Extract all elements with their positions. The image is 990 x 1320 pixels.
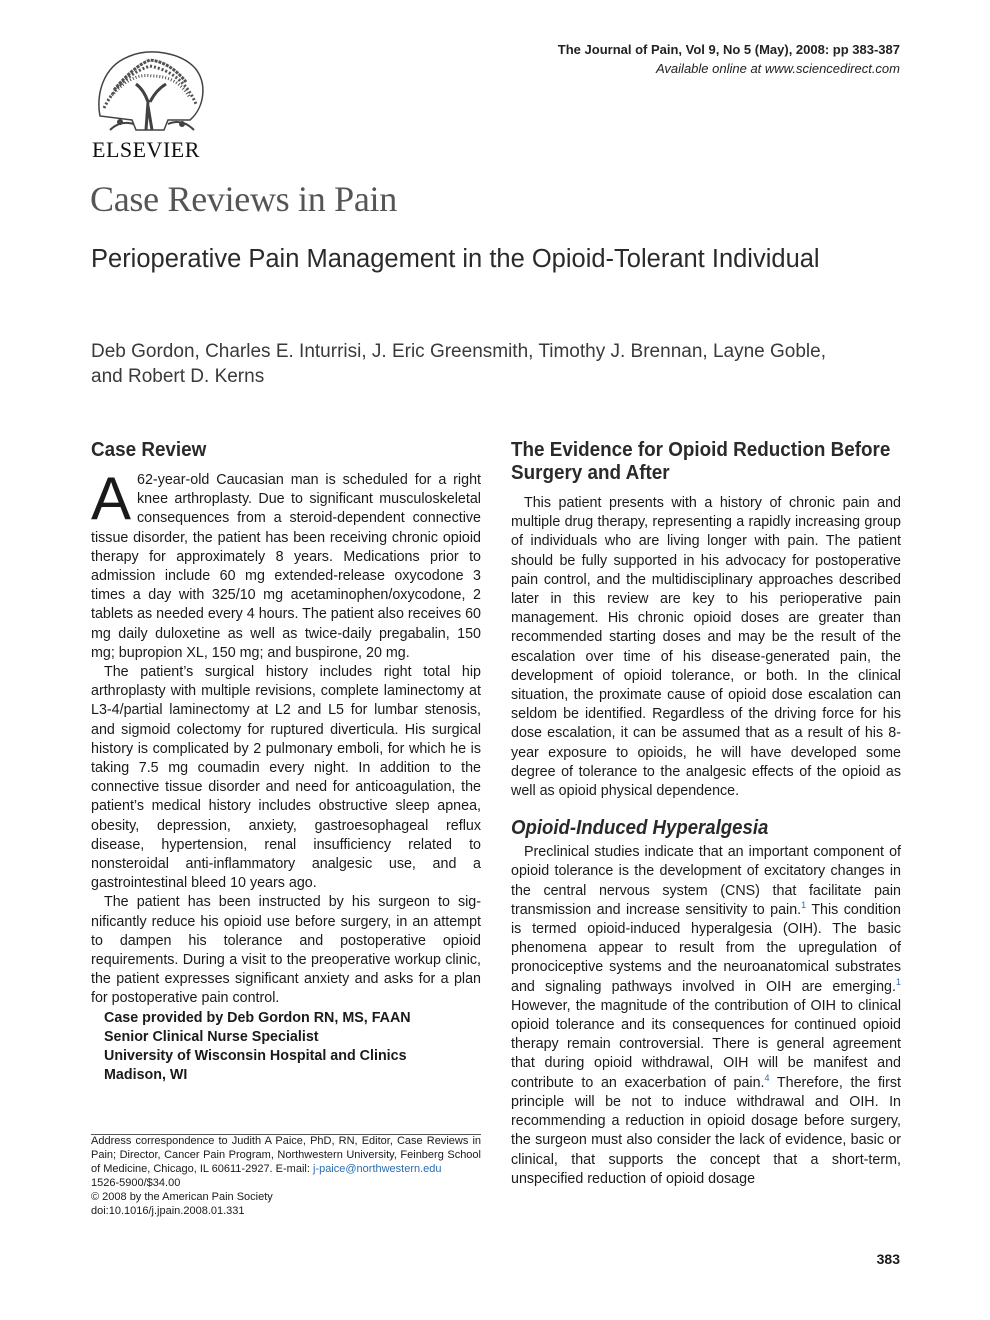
- evidence-paragraph: This patient presents with a history of chronic pain and multiple drug therapy, representing a rapidly increasing group of individuals who are living longer with pain. The patient should be fully supported in his advocacy for postoperative pain control, and the multidisciplinary approaches described later in this review are key to his perioperative pain management. His chronic opioid doses are greater than recommended starting doses and may be the result of the escalation over time of his disease-generated pain, the development of opioid tolerance, or both. In the clinical situation, the proximate cause of opioid dose escalation can seldom be identified. Regardless of the driving force for his dose escalation, it can be assumed that as a result of his 8-year exposure to opioids, he will have developed some degree of tolerance to the analgesic effects of the opioid as well as opioid physical dependence.: [511, 495, 901, 800]
- drop-cap: A: [91, 465, 132, 532]
- doi: doi:10.1016/j.jpain.2008.01.331: [91, 1204, 245, 1217]
- oih-paragraph: [511, 843, 901, 1189]
- author-line-2: and Robert D. Kerns: [91, 366, 265, 387]
- journal-citation: The Journal of Pain, Vol 9, No 5 (May), 2008: pp 383-387: [557, 42, 900, 57]
- copyright: © 2008 by the American Pain Society: [91, 1190, 273, 1203]
- oih-text-3: However, the magnitude of the contribution of OIH to clinical opioid tolerance and its consequences for continued opioid therapy remain controversial. There is general agreement that during opioid withdrawal, OIH will be manifest and contribute to an exacerbation of pain.: [511, 997, 901, 1091]
- article-title: Perioperative Pain Management in the Opioid-Tolerant Individual: [91, 245, 820, 273]
- oih-text-1: Preclinical studies indicate that an important component of opioid tolerance is the development of excitatory changes in the central nervous system (CNS) that facilitate pain transmission and increase sensitivity to pain.: [511, 844, 901, 918]
- case-provider-block: [91, 1009, 481, 1086]
- issn: 1526-5900/$34.00: [91, 1176, 181, 1189]
- case-review-heading: Case Review: [91, 438, 207, 461]
- provider-line: Madison, WI: [104, 1067, 188, 1084]
- correspondence-address: [91, 1135, 481, 1177]
- oih-text-2: This condition is termed opioid-induced hyperalgesia (OIH). The basic phenomena appear to result from the upregulation of pronociceptive systems and the neuroanatomical substrates and signaling pathways involved in OIH are emerging.: [511, 901, 901, 995]
- oih-text-4: Therefore, the first principle will be not to induce withdrawal and OIH. In recommending a reduction in opioid dosage before surgery, the surgeon must also consider the lack of evidence, basic or clinical, that supports the concept that a short-term, unspecified reduction of opioid dosage: [511, 1074, 901, 1187]
- author-list: [91, 339, 901, 389]
- online-availability: Available online at www.sciencedirect.com: [656, 61, 900, 76]
- evidence-heading: The Evidence for Opioid Reduction Before Surgery and After: [511, 438, 891, 484]
- provider-line: Senior Clinical Nurse Specialist: [104, 1028, 319, 1045]
- provider-line: University of Wisconsin Hospital and Clinics: [104, 1048, 407, 1065]
- publisher-name: ELSEVIER: [92, 137, 200, 162]
- reference-link[interactable]: 1: [895, 976, 901, 987]
- author-line-1: Deb Gordon, Charles E. Inturrisi, J. Eric Greensmith, Timothy J. Brennan, Layne Goble,: [91, 341, 826, 362]
- case-paragraph-1: [91, 465, 481, 663]
- oih-subheading: Opioid-Induced Hyperalgesia: [511, 817, 769, 840]
- case-paragraph-2: The patient’s surgical history includes right total hip arthroplasty with multiple revisions, complete laminectomy at L3-4/partial laminectomy at L2 and L5 for lumbar stenosis, and sigmoid colectomy for ruptured diverticula. His surgical history is complicated by 2 pulmonary emboli, for which he is taking 7.5 mg coumadin every night. In addition to the connective tissue disorder and need for anticoagulation, the patient’s medical history includes obstructive sleep apnea, obesity, depression, anxiety, gastroesophageal reflux disease, hypertension, renal insufficiency related to nonsteroidal anti-inflammatory analgesic use, and a gastrointestinal bleed 10 years ago.: [91, 664, 481, 892]
- page-number: 383: [876, 1251, 900, 1267]
- left-column: [91, 438, 481, 1086]
- case-paragraph-3: The patient has been instructed by his surgeon to significantly reduce his opioid use before surgery, in an attempt to dampen his tolerance and postoperative opioid requirements. During a visit to the preoperative workup clinic, the patient expresses significant anxiety and asks for a plan for postoperative pain control.: [91, 894, 481, 1007]
- reference-link[interactable]: 1: [801, 900, 807, 911]
- provider-line: Case provided by Deb Gordon RN, MS, FAAN: [104, 1009, 411, 1026]
- reference-link[interactable]: 4: [764, 1072, 770, 1083]
- section-title: Case Reviews in Pain: [90, 179, 397, 219]
- address-text: Address correspondence to Judith A Paice, PhD, RN, Editor, Case Reviews in Pain; Director, Cancer Pain Program, Northwestern University, Feinberg School of Medicine, Chicago, IL 60611-2927. E-mail:: [91, 1135, 481, 1175]
- right-column: [511, 438, 901, 1189]
- email-link[interactable]: j-paice@northwestern.edu: [312, 1162, 442, 1175]
- correspondence-footnote: [91, 1134, 481, 1218]
- case-paragraph-1-text: 62-year-old Caucasian man is scheduled for a right knee arthroplasty. Due to significant musculoskeletal consequences from a steroid-dependent connective tissue disorder, the patient has been receiving chronic opioid therapy for approximately 8 years. Medications prior to admission include 60 mg extended-release oxycodone 3 times a day with 325/10 mg acetaminophen/oxycodone, 2 tablets as needed every 4 hours. The patient also receives 60 mg daily duloxetine as well as twice-daily pregabalin, 150 mg; bupropion XL, 150 mg; and buspirone, 20 mg.: [91, 472, 481, 661]
